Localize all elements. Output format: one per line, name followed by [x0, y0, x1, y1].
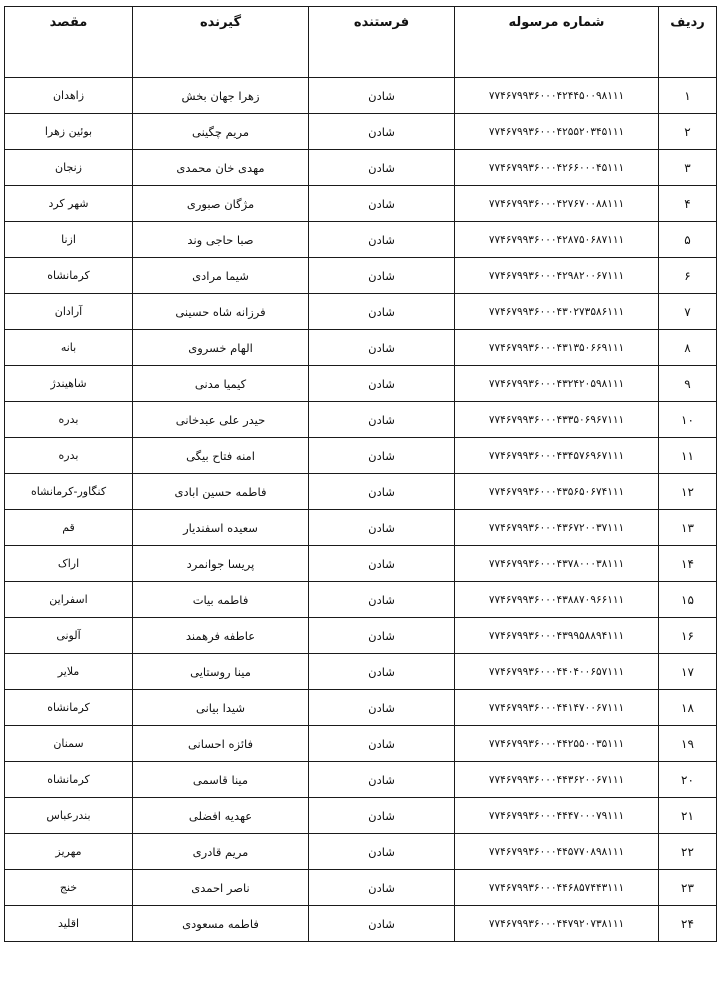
table-row: [5, 654, 717, 690]
destination-cell: زاهدان: [5, 78, 133, 114]
table-header: [5, 7, 717, 78]
row-index-cell: ۱۳: [659, 510, 717, 546]
receiver-cell: مریم قادری: [133, 834, 309, 870]
table-row: [5, 186, 717, 222]
table-row: [5, 114, 717, 150]
row-index-cell: ۱۲: [659, 474, 717, 510]
sender-cell: شادن: [309, 330, 455, 366]
receiver-cell: سعیده اسفندیار: [133, 510, 309, 546]
sender-cell: شادن: [309, 186, 455, 222]
table-row: [5, 690, 717, 726]
receiver-cell: شیما مرادی: [133, 258, 309, 294]
receiver-cell: کیمیا مدنی: [133, 366, 309, 402]
table-row: [5, 474, 717, 510]
row-index-cell: ۳: [659, 150, 717, 186]
row-index-cell: ۶: [659, 258, 717, 294]
table-row: [5, 366, 717, 402]
tracking-number-cell: ۷۷۴۶۷۹۹۳۶۰۰۰۴۲۹۸۲۰۰۶۷۱۱۱: [455, 258, 659, 294]
destination-cell: قم: [5, 510, 133, 546]
table-row: [5, 78, 717, 114]
receiver-cell: فاطمه بیات: [133, 582, 309, 618]
tracking-number-cell: ۷۷۴۶۷۹۹۳۶۰۰۰۴۳۳۵۰۶۹۶۷۱۱۱: [455, 402, 659, 438]
destination-cell: اراک: [5, 546, 133, 582]
table-row: [5, 438, 717, 474]
destination-cell: بوئین زهرا: [5, 114, 133, 150]
sender-cell: شادن: [309, 402, 455, 438]
table-row: [5, 294, 717, 330]
destination-cell: بانه: [5, 330, 133, 366]
destination-cell: مهریز: [5, 834, 133, 870]
receiver-cell: زهرا جهان بخش: [133, 78, 309, 114]
table-row: [5, 402, 717, 438]
sender-cell: شادن: [309, 114, 455, 150]
tracking-number-cell: ۷۷۴۶۷۹۹۳۶۰۰۰۴۴۴۷۰۰۰۷۹۱۱۱: [455, 798, 659, 834]
header-row: [5, 7, 717, 78]
table-row: [5, 870, 717, 906]
destination-cell: آرادان: [5, 294, 133, 330]
shipments-table: [4, 6, 717, 942]
table-row: [5, 330, 717, 366]
row-index-cell: ۲۴: [659, 906, 717, 942]
receiver-cell: مینا روستایی: [133, 654, 309, 690]
sender-cell: شادن: [309, 834, 455, 870]
sender-cell: شادن: [309, 798, 455, 834]
sender-cell: شادن: [309, 150, 455, 186]
row-index-cell: ۲۲: [659, 834, 717, 870]
sender-cell: شادن: [309, 438, 455, 474]
row-index-cell: ۱۶: [659, 618, 717, 654]
receiver-cell: مژگان صبوری: [133, 186, 309, 222]
receiver-cell: عاطفه فرهمند: [133, 618, 309, 654]
tracking-number-cell: ۷۷۴۶۷۹۹۳۶۰۰۰۴۳۴۵۷۶۹۶۷۱۱۱: [455, 438, 659, 474]
tracking-number-cell: ۷۷۴۶۷۹۹۳۶۰۰۰۴۳۷۸۰۰۰۳۸۱۱۱: [455, 546, 659, 582]
sender-cell: شادن: [309, 258, 455, 294]
sender-cell: شادن: [309, 654, 455, 690]
row-index-cell: ۹: [659, 366, 717, 402]
tracking-number-cell: ۷۷۴۶۷۹۹۳۶۰۰۰۴۴۶۸۵۷۴۴۳۱۱۱: [455, 870, 659, 906]
destination-cell: شاهیندژ: [5, 366, 133, 402]
destination-cell: ملایر: [5, 654, 133, 690]
table-row: [5, 726, 717, 762]
tracking-number-cell: ۷۷۴۶۷۹۹۳۶۰۰۰۴۲۸۷۵۰۶۸۷۱۱۱: [455, 222, 659, 258]
destination-cell: کرمانشاه: [5, 690, 133, 726]
row-index-cell: ۱۷: [659, 654, 717, 690]
destination-cell: زنجان: [5, 150, 133, 186]
row-index-cell: ۱۱: [659, 438, 717, 474]
sender-cell: شادن: [309, 510, 455, 546]
table-row: [5, 510, 717, 546]
receiver-cell: فاطمه حسین ابادی: [133, 474, 309, 510]
tracking-number-cell: ۷۷۴۶۷۹۹۳۶۰۰۰۴۳۱۳۵۰۶۶۹۱۱۱: [455, 330, 659, 366]
row-index-cell: ۲: [659, 114, 717, 150]
receiver-cell: فرزانه شاه حسینی: [133, 294, 309, 330]
destination-cell: کنگاور-کرمانشاه: [5, 474, 133, 510]
header-index: ردیف: [659, 7, 717, 78]
table-body: [5, 78, 717, 942]
receiver-cell: صبا حاجی وند: [133, 222, 309, 258]
tracking-number-cell: ۷۷۴۶۷۹۹۳۶۰۰۰۴۲۷۶۷۰۰۸۸۱۱۱: [455, 186, 659, 222]
destination-cell: خنج: [5, 870, 133, 906]
receiver-cell: امنه فتاح بیگی: [133, 438, 309, 474]
row-index-cell: ۱۵: [659, 582, 717, 618]
receiver-cell: فائزه احسانی: [133, 726, 309, 762]
sender-cell: شادن: [309, 222, 455, 258]
destination-cell: اقلید: [5, 906, 133, 942]
tracking-number-cell: ۷۷۴۶۷۹۹۳۶۰۰۰۴۳۶۷۲۰۰۳۷۱۱۱: [455, 510, 659, 546]
destination-cell: بندرعباس: [5, 798, 133, 834]
row-index-cell: ۱: [659, 78, 717, 114]
tracking-number-cell: ۷۷۴۶۷۹۹۳۶۰۰۰۴۳۲۴۲۰۵۹۸۱۱۱: [455, 366, 659, 402]
tracking-number-cell: ۷۷۴۶۷۹۹۳۶۰۰۰۴۲۵۵۲۰۳۴۵۱۱۱: [455, 114, 659, 150]
tracking-number-cell: ۷۷۴۶۷۹۹۳۶۰۰۰۴۲۶۶۰۰۰۴۵۱۱۱: [455, 150, 659, 186]
destination-cell: شهر کرد: [5, 186, 133, 222]
tracking-number-cell: ۷۷۴۶۷۹۹۳۶۰۰۰۴۴۱۴۷۰۰۶۷۱۱۱: [455, 690, 659, 726]
table-row: [5, 618, 717, 654]
sender-cell: شادن: [309, 366, 455, 402]
destination-cell: آلونی: [5, 618, 133, 654]
row-index-cell: ۱۹: [659, 726, 717, 762]
sender-cell: شادن: [309, 582, 455, 618]
sender-cell: شادن: [309, 546, 455, 582]
receiver-cell: مهدی خان محمدی: [133, 150, 309, 186]
receiver-cell: الهام خسروی: [133, 330, 309, 366]
sender-cell: شادن: [309, 762, 455, 798]
tracking-number-cell: ۷۷۴۶۷۹۹۳۶۰۰۰۴۴۰۴۰۰۶۵۷۱۱۱: [455, 654, 659, 690]
sender-cell: شادن: [309, 78, 455, 114]
tracking-number-cell: ۷۷۴۶۷۹۹۳۶۰۰۰۴۴۲۵۵۰۰۳۵۱۱۱: [455, 726, 659, 762]
destination-cell: ازنا: [5, 222, 133, 258]
tracking-number-cell: ۷۷۴۶۷۹۹۳۶۰۰۰۴۳۸۸۷۰۹۶۶۱۱۱: [455, 582, 659, 618]
destination-cell: کرمانشاه: [5, 762, 133, 798]
destination-cell: سمنان: [5, 726, 133, 762]
header-sender: فرستنده: [309, 7, 455, 78]
table-row: [5, 546, 717, 582]
row-index-cell: ۸: [659, 330, 717, 366]
table-row: [5, 582, 717, 618]
sender-cell: شادن: [309, 474, 455, 510]
table-row: [5, 906, 717, 942]
receiver-cell: شیدا بیانی: [133, 690, 309, 726]
table-row: [5, 798, 717, 834]
row-index-cell: ۱۴: [659, 546, 717, 582]
table-row: [5, 834, 717, 870]
row-index-cell: ۲۰: [659, 762, 717, 798]
receiver-cell: ناصر احمدی: [133, 870, 309, 906]
tracking-number-cell: ۷۷۴۶۷۹۹۳۶۰۰۰۴۳۹۹۵۸۸۹۴۱۱۱: [455, 618, 659, 654]
destination-cell: کرمانشاه: [5, 258, 133, 294]
tracking-number-cell: ۷۷۴۶۷۹۹۳۶۰۰۰۴۳۰۲۷۳۵۸۶۱۱۱: [455, 294, 659, 330]
receiver-cell: فاطمه مسعودی: [133, 906, 309, 942]
tracking-number-cell: ۷۷۴۶۷۹۹۳۶۰۰۰۴۴۵۷۷۰۸۹۸۱۱۱: [455, 834, 659, 870]
sender-cell: شادن: [309, 690, 455, 726]
destination-cell: بدره: [5, 402, 133, 438]
destination-cell: اسفراین: [5, 582, 133, 618]
header-tracking: شماره مرسوله: [455, 7, 659, 78]
row-index-cell: ۴: [659, 186, 717, 222]
sender-cell: شادن: [309, 870, 455, 906]
row-index-cell: ۵: [659, 222, 717, 258]
receiver-cell: مینا قاسمی: [133, 762, 309, 798]
tracking-number-cell: ۷۷۴۶۷۹۹۳۶۰۰۰۴۳۵۶۵۰۶۷۴۱۱۱: [455, 474, 659, 510]
sender-cell: شادن: [309, 294, 455, 330]
table-row: [5, 762, 717, 798]
row-index-cell: ۲۱: [659, 798, 717, 834]
row-index-cell: ۲۳: [659, 870, 717, 906]
row-index-cell: ۱۰: [659, 402, 717, 438]
destination-cell: بدره: [5, 438, 133, 474]
row-index-cell: ۷: [659, 294, 717, 330]
tracking-number-cell: ۷۷۴۶۷۹۹۳۶۰۰۰۴۴۳۶۲۰۰۶۷۱۱۱: [455, 762, 659, 798]
header-receiver: گیرنده: [133, 7, 309, 78]
receiver-cell: عهدیه افضلی: [133, 798, 309, 834]
table-row: [5, 222, 717, 258]
tracking-number-cell: ۷۷۴۶۷۹۹۳۶۰۰۰۴۴۷۹۲۰۷۳۸۱۱۱: [455, 906, 659, 942]
row-index-cell: ۱۸: [659, 690, 717, 726]
sender-cell: شادن: [309, 618, 455, 654]
table-row: [5, 150, 717, 186]
receiver-cell: حیدر علی عبدخانی: [133, 402, 309, 438]
sender-cell: شادن: [309, 906, 455, 942]
header-destination: مقصد: [5, 7, 133, 78]
sender-cell: شادن: [309, 726, 455, 762]
receiver-cell: پریسا جوانمرد: [133, 546, 309, 582]
table-row: [5, 258, 717, 294]
receiver-cell: مریم چگینی: [133, 114, 309, 150]
tracking-number-cell: ۷۷۴۶۷۹۹۳۶۰۰۰۴۲۴۴۵۰۰۹۸۱۱۱: [455, 78, 659, 114]
